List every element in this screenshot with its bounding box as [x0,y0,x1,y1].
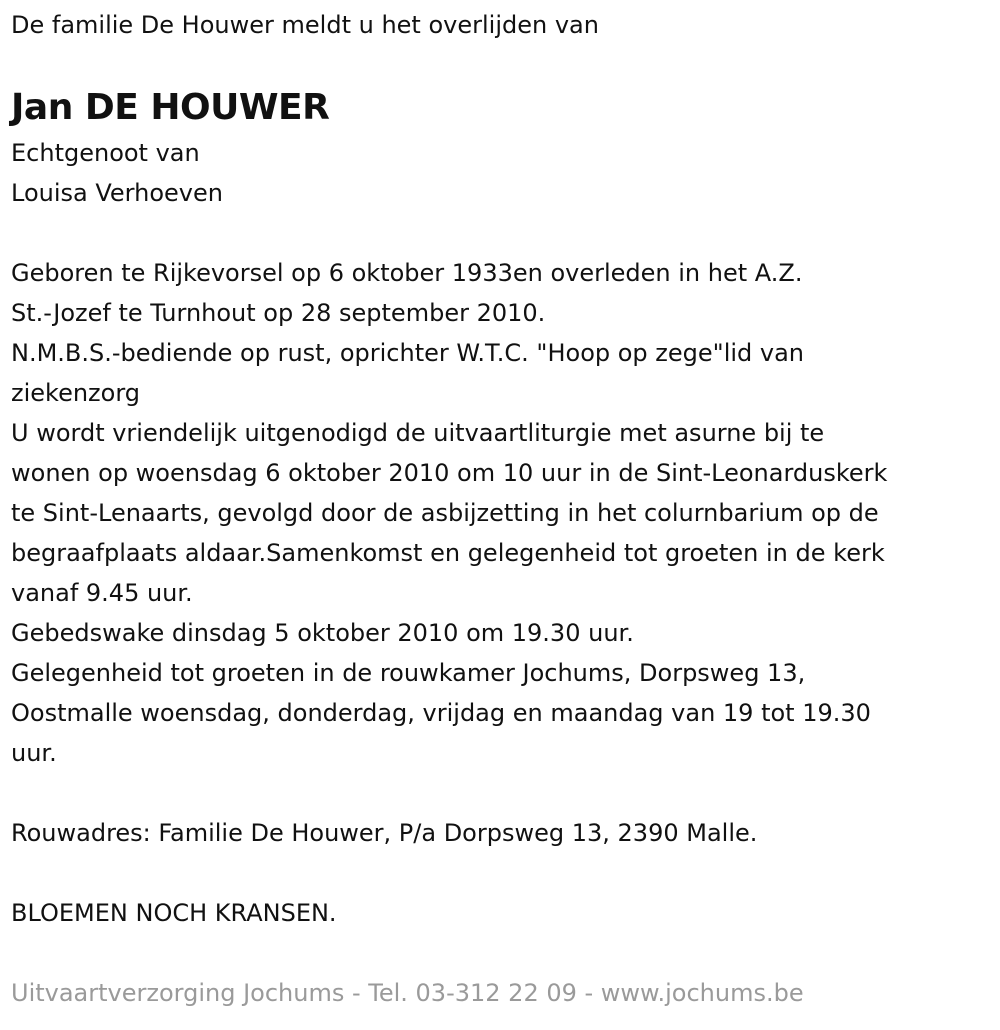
body-line: Geboren te Rijkevorsel op 6 oktober 1933en overleden in het A.Z. [11,259,803,287]
spacer [11,773,991,813]
mourning-address: Rouwadres: Familie De Houwer, P/a Dorpsweg 13, 2390 Malle. [11,819,758,847]
notice-body [11,253,991,773]
body-line: Gelegenheid tot groeten in de rouwkamer Jochums, Dorpsweg 13, [11,659,806,687]
spacer [11,213,991,253]
spacer [11,933,991,973]
body-line: te Sint-Lenaarts, gevolgd door de asbijzetting in het colurnbarium op de [11,499,879,527]
body-line: wonen op woensdag 6 oktober 2010 om 10 uur in de Sint-Leonarduskerk [11,459,888,487]
funeral-home-footer: Uitvaartverzorging Jochums - Tel. 03-312 22 09 - www.jochums.be [11,979,804,1007]
body-line: N.M.B.S.-bediende op rust, oprichter W.T.C. "Hoop op zege"lid van [11,339,805,367]
spouse-label: Echtgenoot van [11,139,200,167]
body-line: ziekenzorg [11,379,141,407]
body-line: vanaf 9.45 uur. [11,579,193,607]
body-line: U wordt vriendelijk uitgenodigd de uitvaartliturgie met asurne bij te [11,419,825,447]
body-line: St.-Jozef te Turnhout op 28 september 2010. [11,299,546,327]
spouse-name: Louisa Verhoeven [11,179,223,207]
spacer [11,853,991,893]
body-line: Gebedswake dinsdag 5 oktober 2010 om 19.30 uur. [11,619,634,647]
body-line: uur. [11,739,57,767]
body-line: begraafplaats aldaar.Samenkomst en gelegenheid tot groeten in de kerk [11,539,885,567]
death-notice [11,0,991,1013]
intro-text: De familie De Houwer meldt u het overlijden van [11,11,599,39]
deceased-name: Jan DE HOUWER [11,87,330,128]
flowers-notice: BLOEMEN NOCH KRANSEN. [11,899,337,927]
body-line: Oostmalle woensdag, donderdag, vrijdag en maandag van 19 tot 19.30 [11,699,871,727]
